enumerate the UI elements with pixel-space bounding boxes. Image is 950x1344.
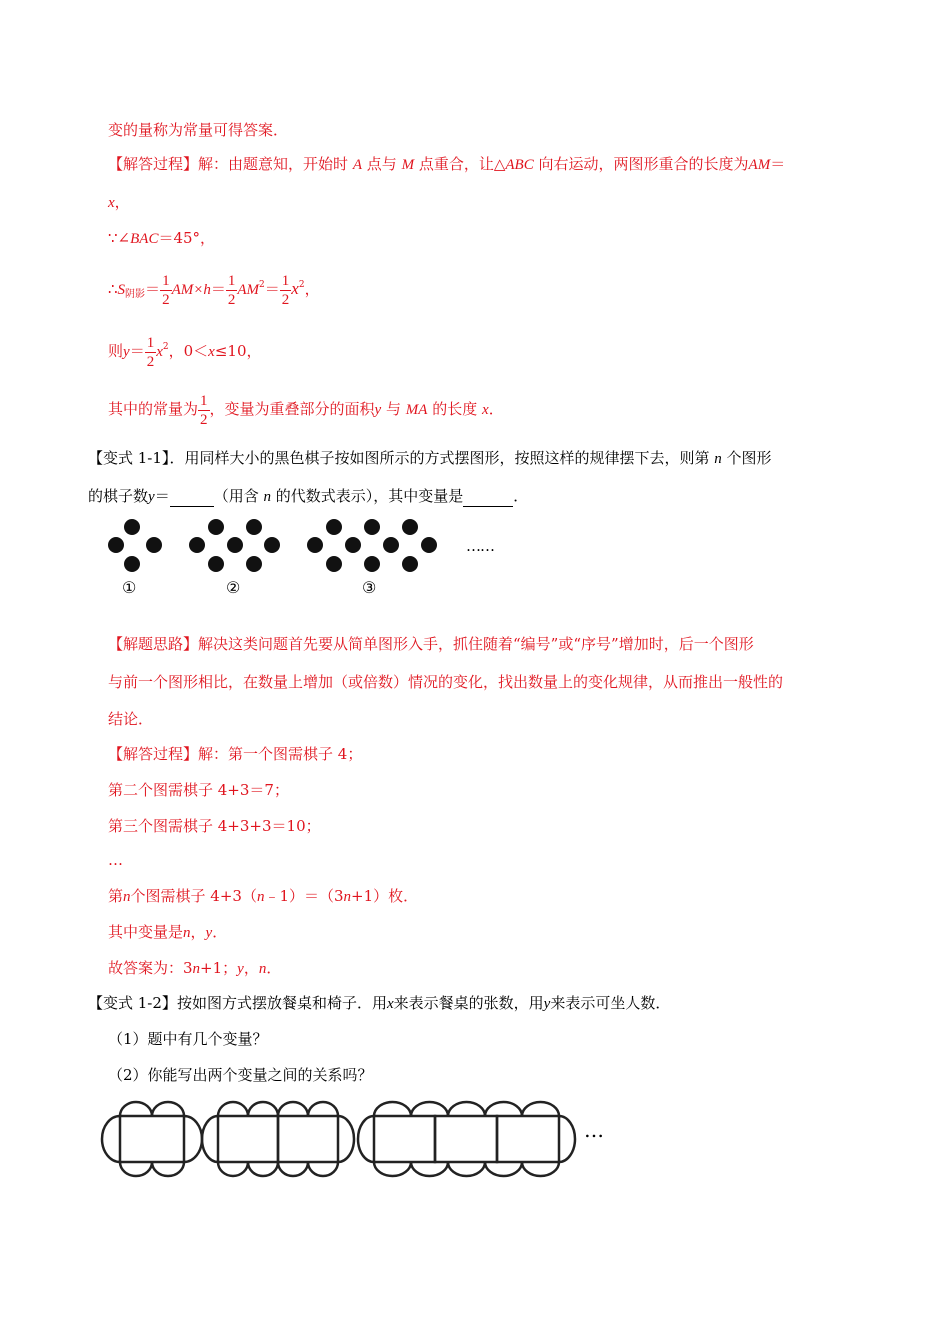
- variant-tag: 【变式 1-1】: [88, 449, 170, 467]
- solution-tag: 【解答过程】: [108, 155, 199, 173]
- thinking-line-1: [108, 634, 754, 654]
- tables-ellipsis: …: [584, 1118, 604, 1142]
- chair: [120, 1102, 152, 1116]
- because-symbol: ∵∠: [108, 229, 131, 247]
- text: 与前一个图形相比，在数量上增加（或倍数）情况的变化，找出数量上的变化规律，从而推出一般性的: [108, 673, 784, 691]
- var-y: y: [237, 961, 244, 977]
- denominator: 2: [281, 291, 290, 308]
- solution-line-1: [108, 154, 785, 175]
- variant-1-1-question: [88, 448, 772, 469]
- chess-piece: [307, 537, 323, 553]
- text: 的棋子数: [88, 487, 149, 505]
- chair: [374, 1102, 411, 1116]
- solution-step-1: [108, 744, 362, 764]
- solution-step-2: [108, 780, 289, 800]
- table: [435, 1116, 497, 1162]
- denominator: 2: [162, 291, 170, 308]
- chess-piece: [264, 537, 280, 553]
- chair: [218, 1162, 248, 1176]
- chair: [202, 1116, 218, 1162]
- text: ．: [513, 487, 529, 505]
- chair: [152, 1102, 184, 1116]
- variant-1-2-part-2: [108, 1065, 373, 1085]
- text: ＝: [129, 342, 145, 360]
- text: ，0＜: [168, 342, 209, 360]
- analysis-tail: [108, 120, 288, 140]
- chess-piece: [227, 537, 243, 553]
- text: 第: [108, 887, 124, 905]
- pattern-label-1: ①: [122, 578, 137, 597]
- pattern-label-2: ②: [226, 578, 241, 597]
- var-x: x: [208, 344, 215, 360]
- chess-piece: [326, 556, 342, 572]
- numerator: 1: [146, 334, 155, 351]
- var-n: n: [343, 889, 352, 905]
- text: ≤10，: [214, 342, 262, 360]
- chair: [374, 1162, 411, 1176]
- text: ．用同样大小的黑色棋子按如图所示的方式摆图形，按照这样的规律摆下去，则第: [169, 449, 710, 467]
- pattern-1: [108, 519, 162, 572]
- text: （2）你能写出两个变量之间的关系吗？: [108, 1066, 373, 1084]
- text: 向右运动，两图形重合的长度为: [538, 155, 749, 173]
- chess-piece: [189, 537, 205, 553]
- var-M: M: [401, 157, 415, 173]
- text: 按如图方式摆放餐桌和椅子．用: [176, 994, 387, 1012]
- chair: [278, 1102, 308, 1116]
- chair: [102, 1116, 120, 1162]
- text: +1；: [200, 959, 238, 977]
- chair: [485, 1102, 522, 1116]
- text: 故答案为：3: [108, 959, 193, 977]
- var-x: x: [156, 344, 163, 360]
- var-n: n: [183, 925, 191, 941]
- text: …: [108, 851, 123, 869]
- tables-chairs-figure: [100, 1094, 620, 1186]
- text: ﹣1）＝（3: [264, 887, 344, 905]
- text: 来表示可坐人数．: [550, 994, 671, 1012]
- var-n: n: [714, 451, 722, 467]
- var-y: y: [543, 996, 551, 1012]
- chess-piece: [124, 556, 140, 572]
- chess-piece: [402, 519, 418, 535]
- text: 点与: [366, 155, 397, 173]
- text: +1）枚．: [351, 887, 419, 905]
- fraction-half: [198, 392, 210, 429]
- chair: [448, 1102, 485, 1116]
- pattern-2: [189, 519, 280, 572]
- text: （1）题中有几个变量？: [108, 1030, 268, 1048]
- solution-step-6: [108, 922, 227, 943]
- superscript: 2: [259, 280, 265, 290]
- chair: [308, 1102, 338, 1116]
- text: 则: [108, 342, 124, 360]
- table-group-3: [358, 1102, 575, 1176]
- analysis-text: 变的量称为常量可得答案．: [108, 121, 289, 139]
- text: 其中变量是: [108, 923, 184, 941]
- text: 其中的常量为: [108, 400, 199, 418]
- chess-pattern-figure: [100, 512, 520, 604]
- var-ABC: ABC: [505, 157, 534, 173]
- text: （用含: [213, 487, 259, 505]
- text: 来表示餐桌的张数，用: [393, 994, 544, 1012]
- fraction-half: [226, 272, 238, 309]
- table-group-2: [202, 1102, 354, 1176]
- chair: [308, 1162, 338, 1176]
- solution-line-constant: [108, 390, 504, 429]
- table: [218, 1116, 278, 1162]
- fraction-half: [280, 272, 292, 309]
- text: 解决这类问题首先要从简单图形入手，抓住随着“编号”或“序号”增加时，后一个图形: [198, 635, 754, 653]
- chess-piece: [345, 537, 361, 553]
- subscript-shadow: 阴影: [125, 289, 146, 300]
- text: ＝: [264, 280, 280, 298]
- var-n: n: [256, 889, 265, 905]
- therefore-symbol: ∴: [108, 280, 118, 298]
- expr-AMh: AM×h: [171, 282, 211, 298]
- chess-piece: [208, 556, 224, 572]
- var-y: y: [123, 344, 130, 360]
- text: ，: [190, 923, 206, 941]
- text: 的长度: [432, 400, 478, 418]
- chair: [248, 1162, 278, 1176]
- var-x: x: [482, 402, 489, 418]
- chair: [248, 1102, 278, 1116]
- var-y: y: [205, 925, 213, 941]
- table: [278, 1116, 338, 1162]
- chair: [485, 1162, 522, 1176]
- pattern-3: [307, 519, 437, 572]
- solution-answer: [108, 958, 281, 979]
- var-AM: AM: [237, 282, 260, 298]
- text: 解：由题意知，开始时: [198, 155, 349, 173]
- chess-piece: [246, 519, 262, 535]
- solution-line-1b: [108, 192, 130, 213]
- text: ＝: [770, 155, 786, 173]
- text: 与: [385, 400, 401, 418]
- chair: [522, 1162, 559, 1176]
- text: 点重合，让△: [418, 155, 506, 173]
- text: 个图需棋子 4+3（: [130, 887, 257, 905]
- var-n: n: [263, 489, 271, 505]
- text: ．: [488, 400, 504, 418]
- text: 第二个图需棋子 4+3＝7；: [108, 781, 289, 799]
- chair: [278, 1162, 308, 1176]
- variant-1-2-question: [88, 993, 670, 1014]
- denominator: 2: [146, 353, 155, 370]
- text: 个图形: [726, 449, 772, 467]
- text: ＝: [154, 487, 170, 505]
- variant-1-2-part-1: [108, 1029, 268, 1049]
- chess-piece: [146, 537, 162, 553]
- chair: [411, 1102, 448, 1116]
- var-n: n: [192, 961, 201, 977]
- solution-step-4: [108, 850, 123, 870]
- text: 第三个图需棋子 4+3+3＝10；: [108, 817, 321, 835]
- var-BAC: BAC: [130, 231, 159, 247]
- table-group-1: [102, 1102, 202, 1176]
- fraction-half: [145, 334, 157, 371]
- var-x: x: [291, 279, 299, 298]
- chair: [448, 1162, 485, 1176]
- text: ．: [212, 923, 228, 941]
- solution-line-area: [108, 266, 320, 314]
- superscript: 2: [298, 280, 305, 290]
- solution-step-3: [108, 816, 321, 836]
- answer-blank-2[interactable]: [463, 486, 513, 507]
- thinking-line-2: [108, 672, 783, 692]
- numerator: 1: [162, 272, 170, 289]
- thinking-line-3: [108, 709, 153, 729]
- chair: [218, 1102, 248, 1116]
- variant-1-1-question-2: [88, 486, 528, 507]
- var-y: y: [374, 402, 382, 418]
- numerator: 1: [281, 272, 290, 289]
- fraction-half: [160, 272, 172, 309]
- chess-piece: [124, 519, 140, 535]
- solution-line-angle: [108, 228, 215, 249]
- chair: [338, 1116, 354, 1162]
- text: ，: [114, 193, 130, 211]
- chair: [522, 1102, 559, 1116]
- chess-piece: [208, 519, 224, 535]
- answer-blank-1[interactable]: [170, 486, 214, 507]
- chair: [184, 1116, 202, 1162]
- chair: [120, 1162, 152, 1176]
- superscript: 2: [162, 342, 169, 352]
- var-n: n: [258, 961, 267, 977]
- table: [497, 1116, 559, 1162]
- denominator: 2: [227, 291, 236, 308]
- table: [120, 1116, 184, 1162]
- table: [374, 1116, 435, 1162]
- chess-piece: [364, 519, 380, 535]
- var-x: x: [386, 996, 394, 1012]
- chess-piece: [364, 556, 380, 572]
- pattern-label-3: ③: [362, 578, 377, 597]
- numerator: 1: [227, 272, 236, 289]
- numerator: 1: [200, 392, 208, 409]
- var-AM: AM: [748, 157, 771, 173]
- denominator: 2: [200, 411, 208, 428]
- chess-piece: [421, 537, 437, 553]
- var-A: A: [352, 157, 362, 173]
- text: ．: [266, 959, 282, 977]
- variant-tag: 【变式 1-2】: [88, 994, 177, 1012]
- text: ，: [243, 959, 259, 977]
- var-x: x: [108, 195, 115, 211]
- chair: [411, 1162, 448, 1176]
- text: 解：第一个图需棋子 4；: [198, 745, 363, 763]
- pattern-ellipsis: ……: [466, 537, 494, 555]
- solution-line-function: [108, 328, 261, 371]
- text: ，变量为重叠部分的面积: [209, 400, 375, 418]
- var-y: y: [148, 489, 155, 505]
- chess-piece: [326, 519, 342, 535]
- text: 的代数式表示），其中变量是: [275, 487, 464, 505]
- var-S: S: [117, 282, 126, 298]
- solution-tag: 【解答过程】: [108, 745, 199, 763]
- text: ＝45°，: [158, 229, 216, 247]
- chess-piece: [108, 537, 124, 553]
- text: 结论．: [108, 710, 154, 728]
- chess-piece: [246, 556, 262, 572]
- solution-step-5: [108, 886, 418, 907]
- text: ，: [304, 280, 320, 298]
- text: ＝: [145, 280, 161, 298]
- var-n: n: [123, 889, 131, 905]
- chair: [152, 1162, 184, 1176]
- chair: [559, 1116, 575, 1162]
- chess-piece: [383, 537, 399, 553]
- chess-piece: [402, 556, 418, 572]
- thinking-tag: 【解题思路】: [108, 635, 199, 653]
- chair: [358, 1116, 374, 1162]
- text: ＝: [210, 280, 226, 298]
- var-MA: MA: [405, 402, 428, 418]
